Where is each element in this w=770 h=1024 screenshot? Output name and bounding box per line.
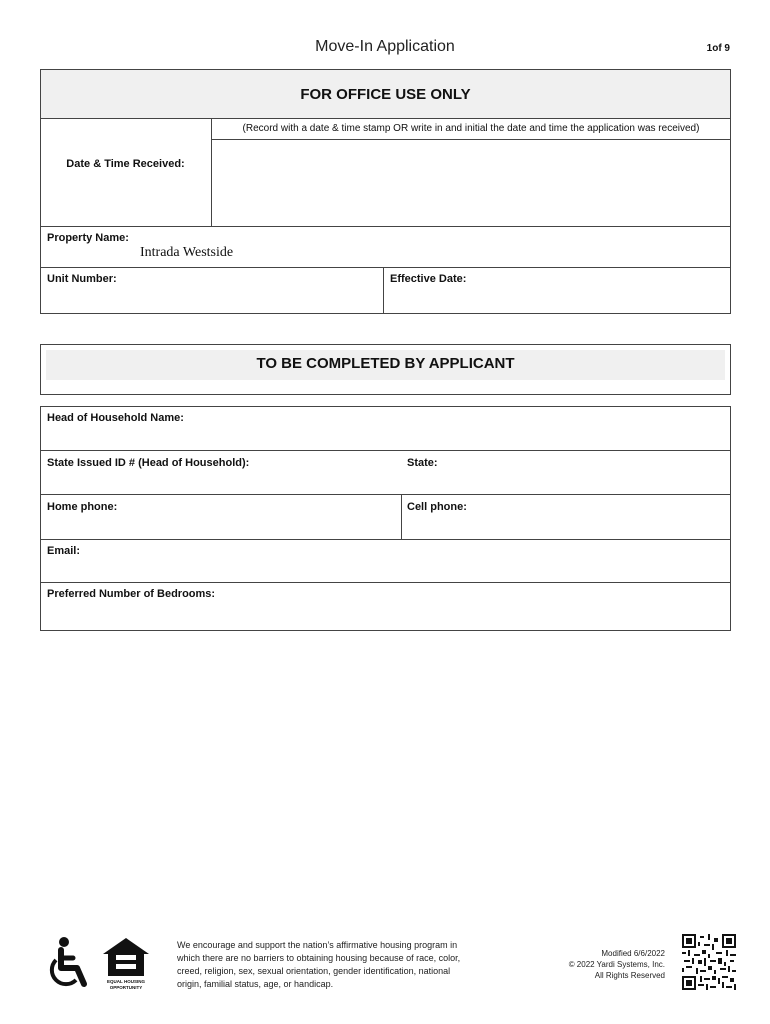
head-of-household-label: Head of Household Name: — [47, 412, 184, 424]
modified-info — [540, 948, 665, 981]
office-header: FOR OFFICE USE ONLY — [300, 86, 471, 103]
state-label: State: — [407, 457, 438, 469]
date-time-received-field[interactable] — [212, 140, 730, 225]
cell-phone-label: Cell phone: — [407, 501, 467, 513]
modified-date: Modified 6/6/2022 — [601, 949, 665, 958]
effective-date-field[interactable] — [384, 268, 730, 313]
property-name-value[interactable]: Intrada Westside — [140, 245, 234, 260]
head-of-household-field[interactable] — [41, 407, 730, 450]
property-name-label: Property Name: — [47, 232, 129, 244]
fair-housing-statement: We encourage and support the nation’s affirmative housing program in which there are no barriers to obtaining housing because of race, color, creed, religion, sex, sexual orientation, gender identification, national origin, familial status, age, or handicap. — [177, 940, 461, 989]
divider — [40, 118, 731, 119]
bedrooms-label: Preferred Number of Bedrooms: — [47, 588, 216, 600]
divider — [40, 226, 731, 227]
email-label: Email: — [47, 545, 81, 557]
date-time-received-label: Date & Time Received: — [66, 158, 185, 170]
email-field[interactable] — [41, 540, 730, 581]
effective-date-label: Effective Date: — [390, 273, 467, 285]
cell-phone-field[interactable] — [402, 495, 730, 538]
equal-housing-caption: EQUAL HOUSING OPPORTUNITY — [107, 979, 145, 990]
bedrooms-field[interactable] — [41, 583, 730, 630]
state-id-field[interactable] — [41, 451, 730, 494]
applicant-header: TO BE COMPLETED BY APPLICANT — [256, 355, 515, 372]
accessibility-icon — [48, 936, 94, 990]
rights: All Rights Reserved — [594, 971, 665, 980]
unit-number-label: Unit Number: — [47, 273, 117, 285]
qr-code-icon — [682, 934, 736, 990]
state-id-label: State Issued ID # (Head of Household): — [47, 457, 250, 469]
unit-number-field[interactable] — [41, 268, 382, 313]
equal-housing-icon — [101, 936, 151, 978]
home-phone-label: Home phone: — [47, 501, 118, 513]
document-title: Move-In Application — [315, 38, 455, 55]
home-phone-field[interactable] — [41, 495, 400, 538]
instruction-text: (Record with a date & time stamp OR write in and initial the date and time the application was received) — [242, 123, 700, 134]
page-number: 1of 9 — [706, 43, 730, 54]
copyright: © 2022 Yardi Systems, Inc. — [568, 960, 665, 969]
